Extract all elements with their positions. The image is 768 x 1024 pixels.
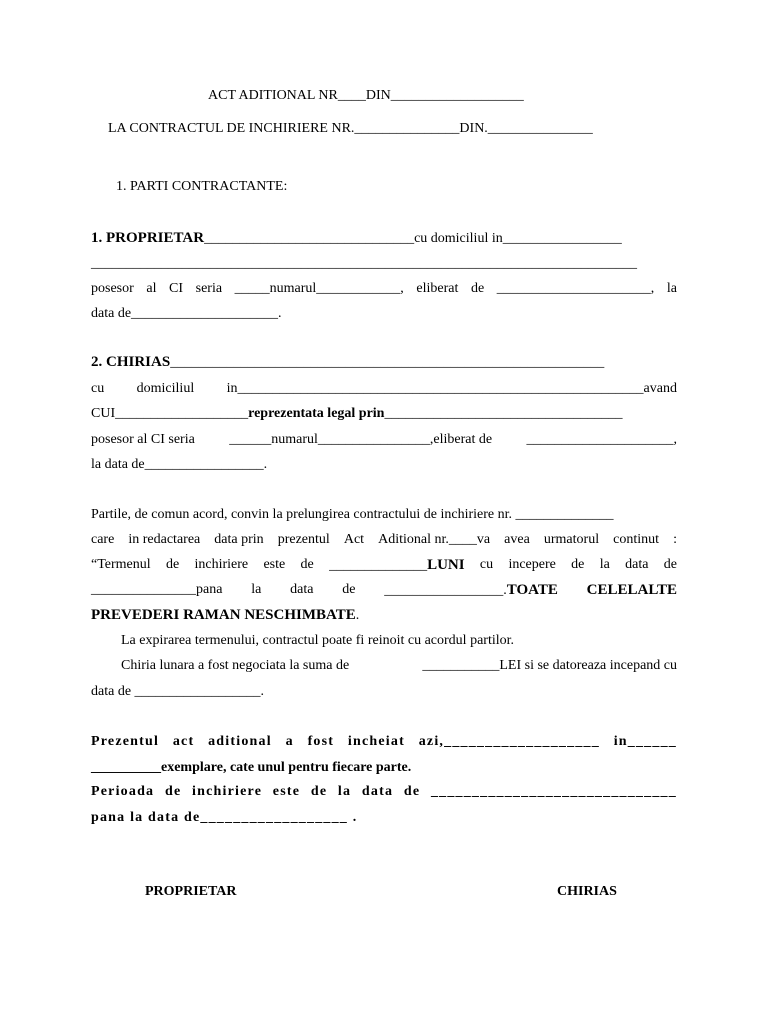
rent-text: Chiria lunara a fost negociata la suma de <box>121 658 350 673</box>
months-blank: ______________ <box>329 558 428 573</box>
word: la <box>599 557 610 572</box>
word: _____________________, <box>526 432 677 447</box>
proprietar-line-4: data de_____________________. <box>91 306 282 321</box>
word: _____numarul____________, <box>234 281 404 296</box>
proprietar-line-1 <box>91 230 622 247</box>
word: : <box>673 532 677 547</box>
word: incepere <box>508 557 556 572</box>
word: ______numarul________________,eliberat de <box>229 432 493 447</box>
word: in redactarea <box>128 532 201 547</box>
word: urmatorul <box>543 532 600 547</box>
word: _______________pana <box>91 582 223 597</box>
word: Aditional nr.____va <box>378 532 491 547</box>
word <box>384 582 558 599</box>
word: seria <box>195 281 223 296</box>
legal-representative-label: reprezentata legal prin <box>248 406 385 421</box>
word: inchiriere <box>194 557 249 572</box>
word: data <box>361 784 394 799</box>
word: la <box>337 784 352 799</box>
chirias-line-3 <box>91 406 622 422</box>
word: prezentul <box>277 532 330 547</box>
word: “Termenul <box>91 557 151 572</box>
word: de <box>164 784 182 799</box>
chirias-name-blank: ______________________________________________________________ <box>170 355 605 370</box>
word: cu <box>91 381 105 396</box>
luni-label: LUNI <box>427 557 465 573</box>
closing-line-4: pana la data de__________________ . <box>91 810 358 825</box>
celelalte-label: CELELALTE <box>586 582 677 598</box>
body-line-2 <box>91 532 677 548</box>
body-line-3 <box>91 557 677 574</box>
proprietar-line-2: ______________________________________________________________________________ <box>91 256 637 271</box>
legal-representative-blank: __________________________________ <box>384 406 623 421</box>
word: este <box>272 784 301 799</box>
word: Prezentul <box>91 734 160 749</box>
word: la <box>251 582 262 597</box>
word: in__________________________________________________________avand <box>226 381 677 396</box>
body-paragraph-2: La expirarea termenului, contractul poate fi reinoit cu acordul partilor. <box>121 633 514 648</box>
word: aditional <box>208 734 272 749</box>
chirias-line-1 <box>91 354 604 371</box>
signature-chirias: CHIRIAS <box>557 884 617 899</box>
body-line-4 <box>91 582 677 599</box>
word: posesor al CI seria <box>91 432 195 447</box>
word: al <box>146 281 157 296</box>
document-subtitle: LA CONTRACTUL DE INCHIRIERE NR._______________DIN._______________ <box>108 121 593 136</box>
word: continut <box>613 532 660 547</box>
section-heading-parti: 1. PARTI CONTRACTANTE: <box>116 179 288 194</box>
document-title: ACT ADITIONAL NR____DIN___________________ <box>208 88 524 103</box>
word: de <box>403 784 421 799</box>
body-paragraph-3-line-2: data de __________________. <box>91 684 265 699</box>
word: de <box>165 557 180 572</box>
word: avea <box>504 532 530 547</box>
end-date-blank: _________________. <box>384 583 507 598</box>
word: eliberat <box>416 281 459 296</box>
word: la <box>666 281 677 296</box>
body-paragraph-3-line-1 <box>121 658 677 674</box>
body-line-1: Partile, de comun acord, convin la prelungirea contractului de inchiriere nr. ______________ <box>91 507 614 522</box>
word: incheiat <box>347 734 405 749</box>
proprietar-domicile: ______________________________cu domiciliul in_________________ <box>204 231 622 246</box>
word: CI <box>169 281 184 296</box>
chirias-line-2 <box>91 381 677 397</box>
body-line-5 <box>91 607 359 624</box>
word: Perioada <box>91 784 155 799</box>
rent-amount-text: ___________LEI si se datoreaza incepand cu <box>422 658 677 673</box>
word: posesor <box>91 281 134 296</box>
closing-line-3 <box>91 784 677 800</box>
proprietar-line-3 <box>91 281 677 297</box>
word: ______________________, <box>496 281 655 296</box>
word: act <box>172 734 195 749</box>
word: fost <box>307 734 335 749</box>
word: de <box>342 582 356 597</box>
proprietar-label: 1. PROPRIETAR <box>91 230 205 246</box>
closing-line-2: __________exemplare, cate unul pentru fiecare parte. <box>91 760 412 775</box>
word: data <box>290 582 314 597</box>
signature-proprietar: PROPRIETAR <box>145 884 237 899</box>
chirias-line-5: la data de_________________. <box>91 457 268 472</box>
word <box>329 557 465 574</box>
chirias-line-4 <box>91 432 677 448</box>
word: ______________________________ <box>430 784 677 799</box>
toate-label: TOATE <box>506 582 558 598</box>
period: . <box>355 608 360 623</box>
cui-field: CUI___________________ <box>91 406 249 421</box>
word: Act <box>343 532 365 547</box>
word: domiciliul <box>136 381 195 396</box>
word: care <box>91 532 115 547</box>
word: data <box>625 557 649 572</box>
word: de <box>663 557 677 572</box>
word: de <box>310 784 328 799</box>
word: inchiriere <box>192 784 263 799</box>
word: de <box>300 557 314 572</box>
chirias-label: 2. CHIRIAS <box>91 354 171 370</box>
word: de <box>571 557 585 572</box>
word: azi,___________________ <box>418 734 600 749</box>
word: este <box>263 557 286 572</box>
prevederi-label: PREVEDERI RAMAN NESCHIMBATE <box>91 607 356 623</box>
word: cu <box>479 557 494 572</box>
word: data prin <box>214 532 264 547</box>
word: de <box>470 281 485 296</box>
word: a <box>285 734 294 749</box>
closing-line-1 <box>91 734 677 750</box>
word: in______ <box>613 734 677 749</box>
